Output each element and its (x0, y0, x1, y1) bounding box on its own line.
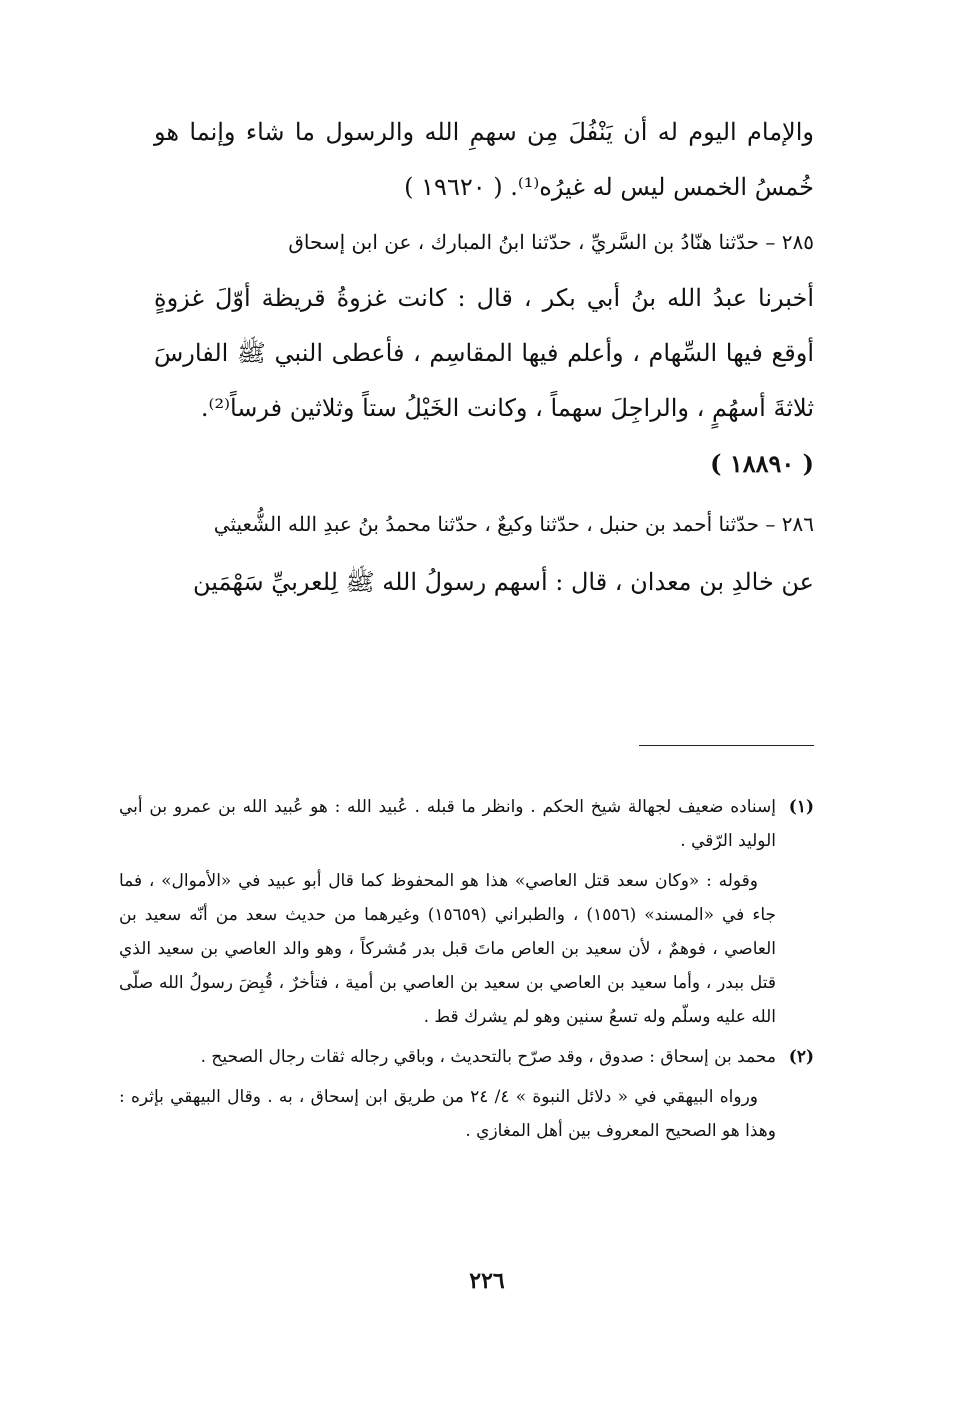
hadith-286-matn: عن خالدِ بن معدان ، قال : أسهم رسولُ الله ﷺ لِلعربيِّ سَهْمَين (193, 568, 814, 596)
footnote-2 (119, 1040, 814, 1074)
footnote-1-number: (١) (788, 797, 814, 817)
footnote-1-continuation-text: وقوله : «وكان سعد قتل العاصي» هذا هو المحفوظ كما قال أبو عبيد في «الأموال» ، فما جاء في «المسند» (١٥٥٦) ، والطبراني (١٥٦٥٩) وغيرهما من حديث سعد من أنّه سعيد بن العاصي ، فوهمٌ ، لأن سعيد بن العاص ماتَ قبل بدر مُشركاً ، وهو والد العاصي بن سعيد الذي قتل ببدر ، وأما سعيد بن العاصي بن سعيد بن العاصي بن أمية ، فتأخرٌ ، قُبِضَ رسولُ الله صلّى الله عليه وسلّم وله تسعُ سنين وهو لم يشرك قط . (119, 871, 777, 1027)
footnote-1-text: إسناده ضعيف لجهالة شيخ الحكم . وانظر ما قبله . عُبيد الله : هو عُبيد الله بن عمرو بن أبي الوليد الرّقي . (119, 797, 776, 851)
footnote-2-number: (٢) (788, 1047, 814, 1067)
footnote-divider (639, 745, 814, 746)
hadith-285-isnad: ٢٨٥ – حدّثنا هنّادُ بن السَّريِّ ، حدّثنا ابنُ المبارك ، عن ابن إسحاق (288, 230, 814, 254)
footnote-1-continuation (119, 864, 814, 1034)
hadith-285-matn: أخبرنا عبدُ الله بنُ أبي بكر ، قال : كانت غزوةُ قريظة أوّلَ غزوةٍ أوقع فيها السِّهام ، وأعلم فيها المقاسِم ، فأعطى النبي ﷺ الفارسَ ثلاثةَ أسهُمٍ ، والراجِلَ سهماً ، وكانت الخَيْلُ ستاً وثلاثين فرساً⁽²⁾. (154, 284, 814, 422)
page-number: ٢٢٦ (469, 1268, 505, 1294)
footnote-1 (119, 790, 814, 858)
paragraph-continuation: والإمام اليوم له أن يَنْفُلَ مِن سهمِ الله والرسول ما شاء وإنما هو خُمسُ الخمس ليس له غيرُه⁽¹⁾. ( ١٩٦٢٠ ) (154, 118, 814, 201)
main-text (154, 105, 814, 610)
footnotes (119, 790, 814, 1154)
footnote-2-continuation-text: ورواه البيهقي في « دلائل النبوة » ٤/ ٢٤ من طريق ابن إسحاق ، به . وقال البيهقي بإثره : وهذا هو الصحيح المعروف بين أهل المغازي . (119, 1087, 776, 1141)
footnote-2-continuation (119, 1080, 814, 1148)
hadith-285-reference: ( ١٨٨٩٠ ) (710, 449, 814, 478)
footnote-2-text: محمد بن إسحاق : صدوق ، وقد صرّح بالتحديث ، وباقي رجاله ثقات رجال الصحيح . (200, 1047, 776, 1067)
hadith-286-isnad: ٢٨٦ – حدّثنا أحمد بن حنبل ، حدّثنا وكيعٌ ، حدّثنا محمدُ بنُ عبدِ الله الشُّعيثي (213, 512, 814, 536)
